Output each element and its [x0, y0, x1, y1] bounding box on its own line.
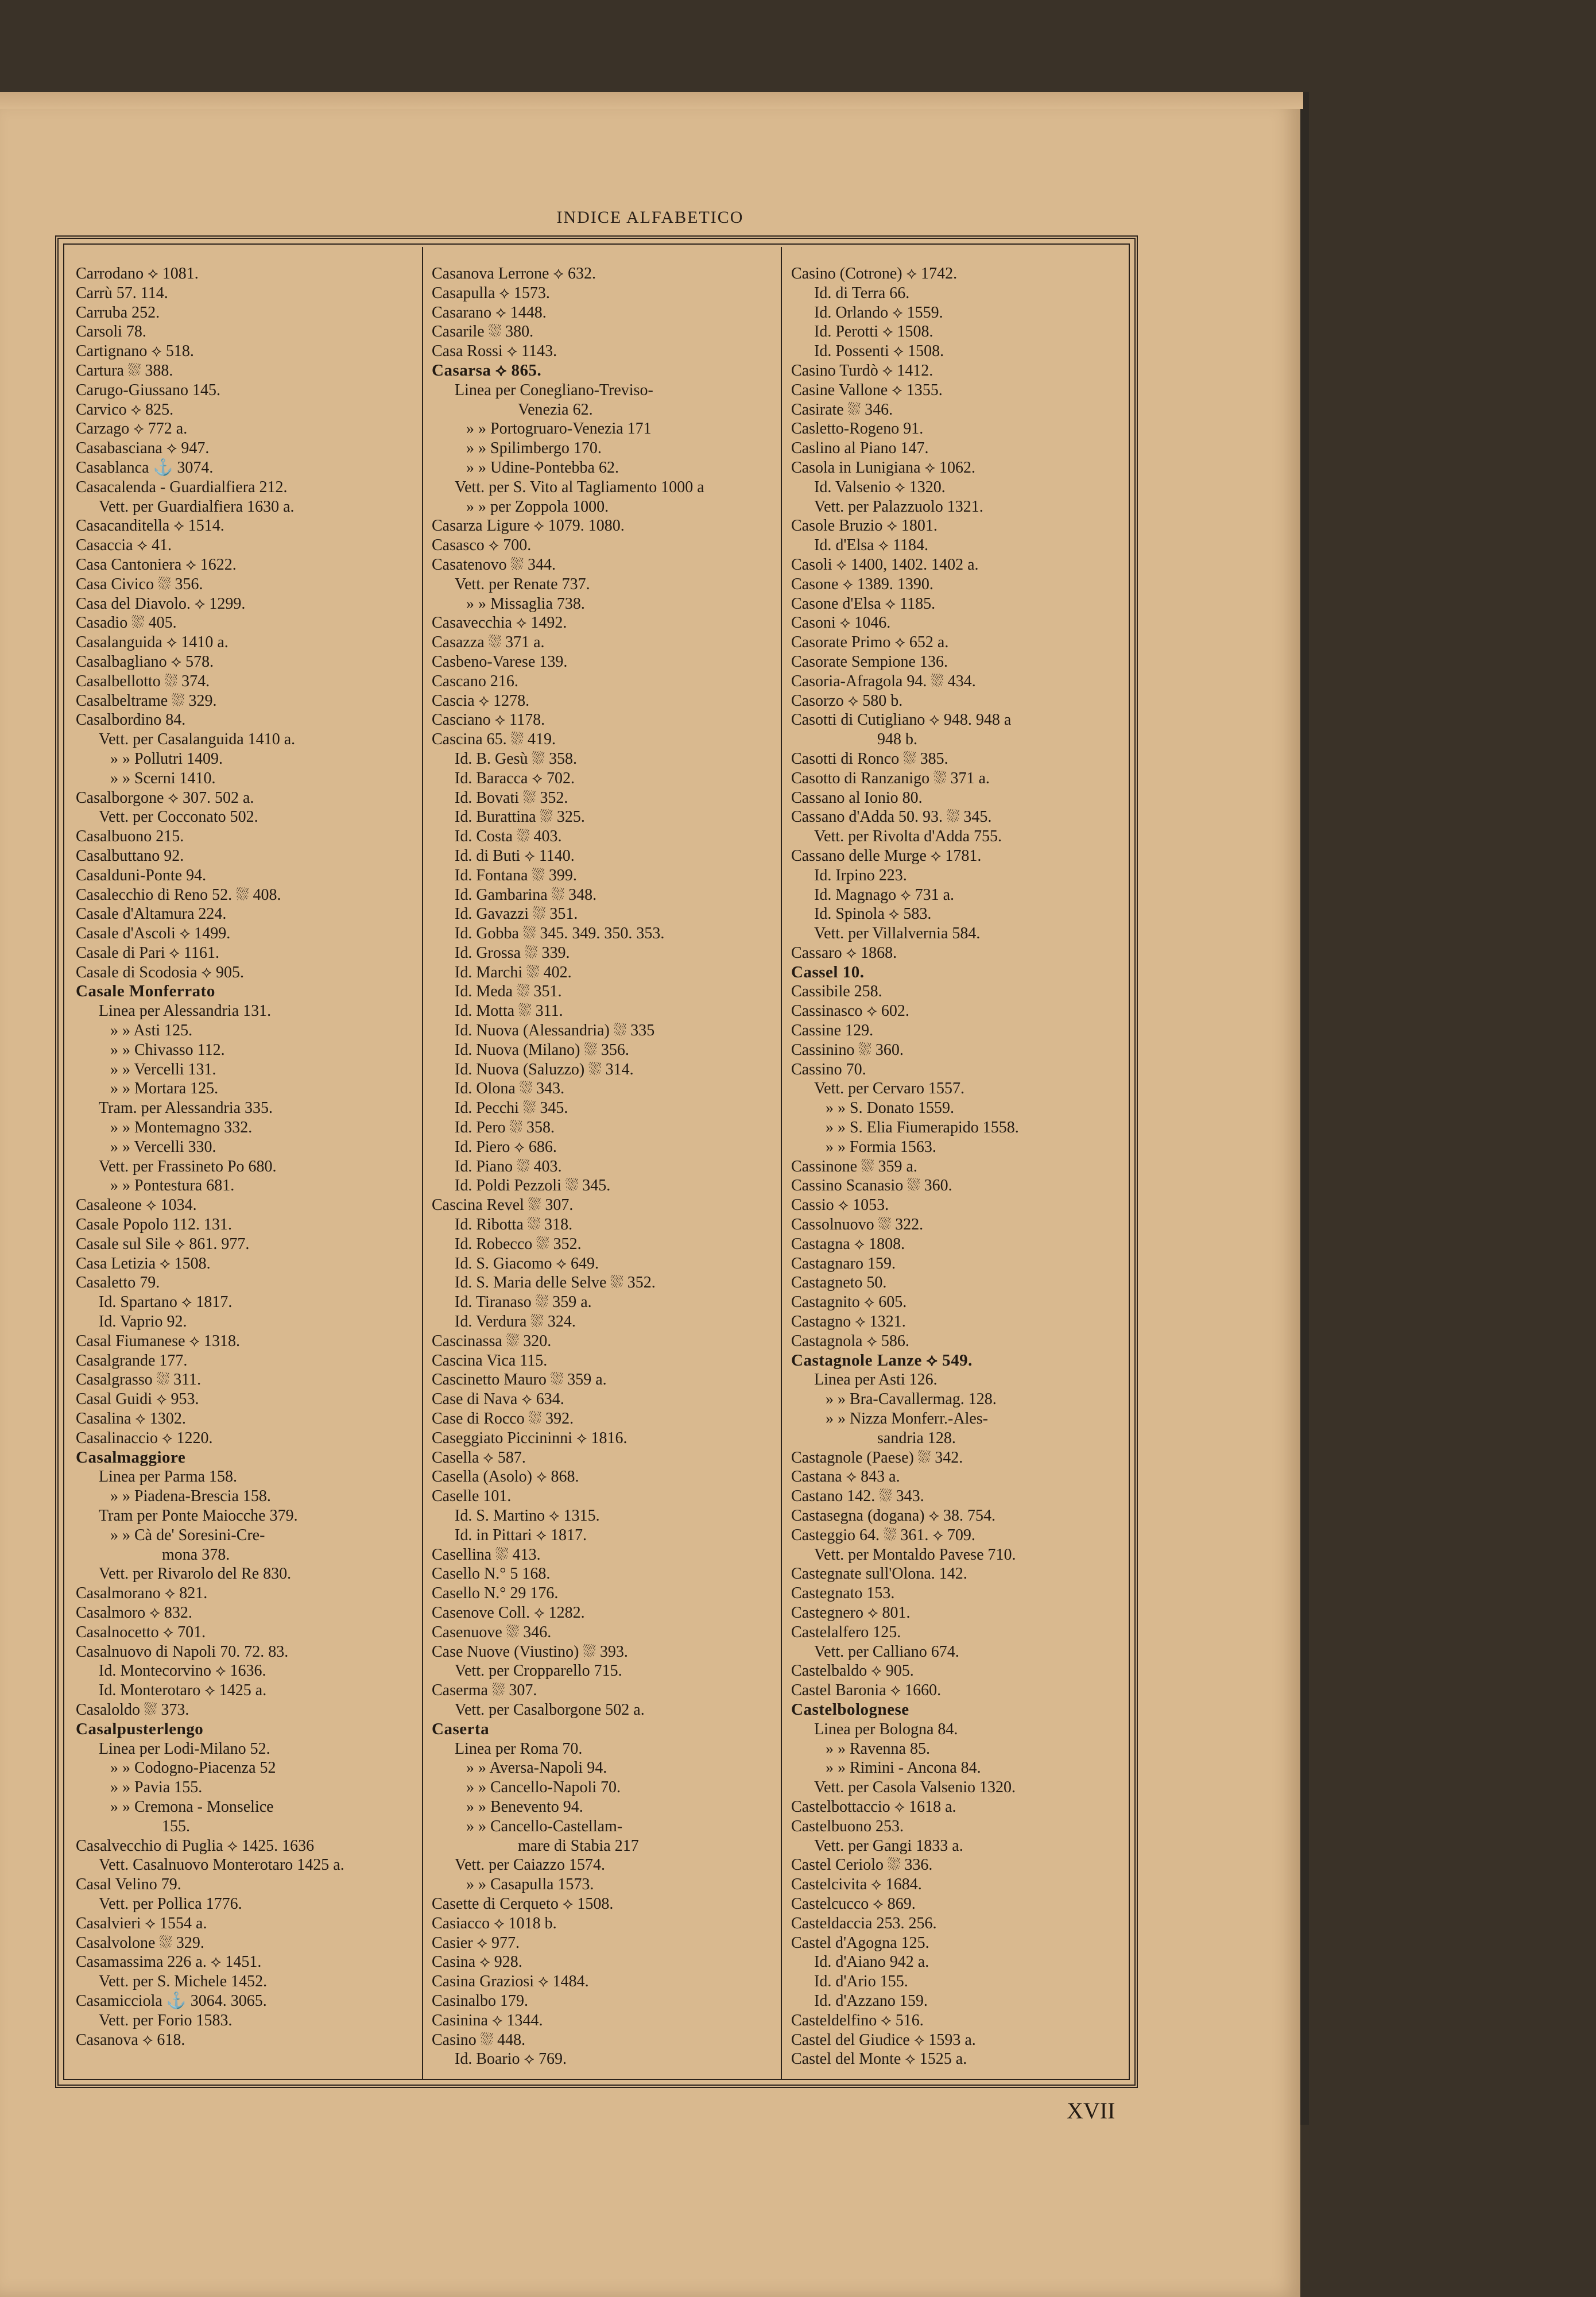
index-entry: Cassano delle Murge ⟡ 1781. — [791, 846, 982, 865]
index-entry: » » Scerni 1410. — [110, 769, 216, 787]
index-entry: sandria 128. — [877, 1429, 956, 1447]
index-entry: Casaleone ⟡ 1034. — [76, 1196, 197, 1215]
index-entry: Casotto di Ranzanigo ⛆ 371 a. — [791, 769, 990, 787]
index-entry: Cassino Scanasio ⛆ 360. — [791, 1177, 952, 1195]
index-entry: Casotti di Ronco ⛆ 385. — [791, 749, 948, 768]
index-entry: Id. Nuova (Saluzzo) ⛆ 314. — [455, 1060, 634, 1078]
index-entry: Vett. per Cervaro 1557. — [814, 1080, 965, 1098]
page-number: XVII — [1067, 2098, 1115, 2124]
index-entry: Case di Rocco ⛆ 392. — [432, 1410, 574, 1428]
index-entry: Vett. per Calliano 674. — [814, 1642, 959, 1661]
index-entry: Linea per Asti 126. — [814, 1371, 938, 1389]
index-entry: Casole Bruzio ⟡ 1801. — [791, 517, 938, 535]
index-entry: Id. d'Ario 155. — [814, 1973, 908, 1991]
index-entry: Case di Nava ⟡ 634. — [432, 1390, 564, 1409]
index-entry: Id. Spartano ⟡ 1817. — [99, 1293, 233, 1312]
index-entry: » » Vercelli 131. — [110, 1060, 216, 1078]
index-entry: Casarano ⟡ 1448. — [432, 303, 547, 322]
index-entry: Cascina 65. ⛆ 419. — [432, 730, 556, 749]
index-entry: » » S. Elia Fiumerapido 1558. — [826, 1119, 1019, 1137]
index-entry: Castagna ⟡ 1808. — [791, 1235, 905, 1253]
index-entry: Casalbagliano ⟡ 578. — [76, 652, 214, 671]
index-entry: Casa Letizia ⟡ 1508. — [76, 1254, 211, 1273]
index-entry: Castegnato 153. — [791, 1584, 895, 1603]
index-entry: Casalgrande 177. — [76, 1351, 188, 1370]
index-entry: Casarza Ligure ⟡ 1079. 1080. — [432, 517, 625, 535]
index-entry: Id. Grossa ⛆ 339. — [455, 943, 570, 962]
index-entry: Castana ⟡ 843 a. — [791, 1468, 900, 1486]
index-entry: 948 b. — [877, 730, 917, 749]
index-entry: » » Rimini - Ancona 84. — [826, 1759, 981, 1777]
index-entry: Casella ⟡ 587. — [432, 1448, 526, 1467]
index-entry: Vett. per S. Vito al Tagliamento 1000 a — [455, 478, 704, 496]
index-entry: Casalbeltrame ⛆ 329. — [76, 691, 217, 710]
index-entry: » » Bra-Cavallermag. 128. — [826, 1390, 997, 1409]
index-entry: » » Vercelli 330. — [110, 1138, 216, 1156]
index-entry: » » Pavia 155. — [110, 1778, 203, 1797]
index-entry: Casapulla ⟡ 1573. — [432, 284, 550, 302]
index-entry: Id. S. Giacomo ⟡ 649. — [455, 1254, 599, 1273]
index-entry: Id. Orlando ⟡ 1559. — [814, 303, 943, 322]
index-entry: Id. S. Martino ⟡ 1315. — [455, 1507, 600, 1525]
index-entry: Vett. per Montaldo Pavese 710. — [814, 1545, 1016, 1564]
index-entry: Casaccia ⟡ 41. — [76, 536, 172, 555]
index-entry: Vett. per Casalborgone 502 a. — [455, 1700, 645, 1719]
index-entry: Id. Fontana ⛆ 399. — [455, 866, 577, 884]
index-entry: Casalanguida ⟡ 1410 a. — [76, 633, 228, 652]
index-entry: Vett. Casalnuovo Monterotaro 1425 a. — [99, 1856, 344, 1874]
index-entry: Casa Cantoniera ⟡ 1622. — [76, 555, 237, 574]
index-entry: Casalecchio di Reno 52. ⛆ 408. — [76, 885, 281, 904]
index-entry: Casirate ⛆ 346. — [791, 400, 893, 419]
index-entry: Cascina Vica 115. — [432, 1351, 548, 1370]
index-entry: Casale sul Sile ⟡ 861. 977. — [76, 1235, 250, 1253]
index-entry: Caserma ⛆ 307. — [432, 1681, 537, 1700]
index-entry: Vett. per Pollica 1776. — [99, 1894, 242, 1913]
index-entry: » » Ravenna 85. — [826, 1739, 930, 1758]
index-entry: Casalborgone ⟡ 307. 502 a. — [76, 788, 254, 807]
index-entry: Casalgrasso ⛆ 311. — [76, 1371, 202, 1389]
index-entry: Vett. per Forio 1583. — [99, 2011, 233, 2029]
index-entry: Id. Valsenio ⟡ 1320. — [814, 478, 946, 496]
index-entry: Casorzo ⟡ 580 b. — [791, 691, 903, 710]
index-entry: Casalnocetto ⟡ 701. — [76, 1623, 206, 1641]
index-entry: Casarile ⛆ 380. — [432, 323, 534, 341]
index-entry: Casorate Sempione 136. — [791, 652, 948, 671]
index-entry: Carugo-Giussano 145. — [76, 381, 220, 399]
index-entry: Casalvieri ⟡ 1554 a. — [76, 1914, 207, 1932]
index-entry: Id. Piero ⟡ 686. — [455, 1138, 557, 1156]
index-entry: Casale di Pari ⟡ 1161. — [76, 943, 219, 962]
index-entry: Casal Velino 79. — [76, 1876, 181, 1894]
index-entry: Cascinassa ⛆ 320. — [432, 1332, 552, 1350]
index-entry: Casalbellotto ⛆ 374. — [76, 672, 210, 690]
running-header: INDICE ALFABETICO — [556, 208, 744, 227]
index-entry: Castelbolognese — [791, 1700, 909, 1719]
index-entry: Casale d'Ascoli ⟡ 1499. — [76, 925, 231, 943]
index-entry: Caseggiato Piccininni ⟡ 1816. — [432, 1429, 627, 1447]
index-entry: Casablanca ⚓ 3074. — [76, 458, 214, 477]
index-entry: Carzago ⟡ 772 a. — [76, 420, 188, 438]
index-entry: » » Montemagno 332. — [110, 1119, 253, 1137]
index-entry: Id. Nuova (Alessandria) ⛆ 335 — [455, 1022, 655, 1040]
index-entry: Vett. per S. Michele 1452. — [99, 1973, 268, 1991]
index-entry: Casciano ⟡ 1178. — [432, 711, 545, 729]
index-entry: Casalbordino 84. — [76, 711, 186, 729]
index-entry: Casavecchia ⟡ 1492. — [432, 614, 567, 632]
index-entry: Castagno ⟡ 1321. — [791, 1313, 906, 1331]
index-entry: Casalmorano ⟡ 821. — [76, 1584, 208, 1603]
index-entry: Id. di Buti ⟡ 1140. — [455, 846, 575, 865]
index-entry: Castagneto 50. — [791, 1274, 887, 1292]
index-entry: Castegnero ⟡ 801. — [791, 1603, 911, 1622]
index-entry: Castel Baronia ⟡ 1660. — [791, 1681, 942, 1700]
index-entry: Cassino 70. — [791, 1060, 866, 1078]
index-entry: Tram per Ponte Maiocche 379. — [99, 1507, 298, 1525]
index-entry: Castel del Monte ⟡ 1525 a. — [791, 2050, 967, 2068]
index-entry: Casier ⟡ 977. — [432, 1933, 520, 1952]
index-entry: Casal Fiumanese ⟡ 1318. — [76, 1332, 241, 1350]
index-entry: Linea per Bologna 84. — [814, 1720, 958, 1738]
index-entry: Casoria-Afragola 94. ⛆ 434. — [791, 672, 976, 690]
index-entry: » » Pollutri 1409. — [110, 749, 223, 768]
index-column-1 — [76, 264, 420, 2049]
index-entry: Casino Turdò ⟡ 1412. — [791, 361, 933, 380]
index-entry: » » Udine-Pontebba 62. — [466, 458, 619, 477]
index-entry: Casacanditella ⟡ 1514. — [76, 517, 224, 535]
index-entry: Vett. per Villalvernia 584. — [814, 925, 981, 943]
index-entry: » » Cancello-Castellam- — [466, 1817, 623, 1835]
index-entry: Id. Burattina ⛆ 325. — [455, 808, 585, 826]
index-entry: Id. Robecco ⛆ 352. — [455, 1235, 582, 1253]
column-separator — [781, 247, 782, 2079]
index-entry: Casello N.° 5 168. — [432, 1565, 551, 1583]
index-entry: Casoni ⟡ 1046. — [791, 614, 891, 632]
index-entry: Id. Verdura ⛆ 324. — [455, 1313, 576, 1331]
index-entry: Vett. per Palazzuolo 1321. — [814, 497, 983, 516]
index-entry: Case Nuove (Viustino) ⛆ 393. — [432, 1642, 628, 1661]
index-entry: Casale di Scodosia ⟡ 905. — [76, 963, 245, 981]
index-entry: Vett. per Cocconato 502. — [99, 808, 258, 826]
index-entry: Casale Monferrato — [76, 982, 215, 1001]
index-entry: Carrù 57. 114. — [76, 284, 168, 302]
index-entry: Casabasciana ⟡ 947. — [76, 439, 210, 458]
index-entry: Cascinetto Mauro ⛆ 359 a. — [432, 1371, 607, 1389]
index-entry: Casoli ⟡ 1400, 1402. 1402 a. — [791, 555, 979, 574]
index-entry: Casalvecchio di Puglia ⟡ 1425. 1636 — [76, 1836, 315, 1855]
index-entry: Casalbuttano 92. — [76, 846, 184, 865]
index-entry: Vett. per Rivarolo del Re 830. — [99, 1565, 292, 1583]
index-entry: Casino ⛆ 448. — [432, 2031, 526, 2049]
index-entry: Linea per Alessandria 131. — [99, 1002, 272, 1020]
index-entry: Carruba 252. — [76, 303, 160, 322]
index-entry: Id. Irpino 223. — [814, 866, 907, 884]
index-entry: Linea per Roma 70. — [455, 1739, 583, 1758]
index-entry: Casamassima 226 a. ⟡ 1451. — [76, 1953, 262, 1971]
index-entry: Vett. per Frassineto Po 680. — [99, 1157, 277, 1175]
index-entry: Cassine 129. — [791, 1022, 874, 1040]
index-entry: » » Missaglia 738. — [466, 594, 585, 613]
index-entry: Casal Guidi ⟡ 953. — [76, 1390, 199, 1409]
index-entry: Vett. per Renate 737. — [455, 575, 590, 593]
index-entry: Cartura ⛆ 388. — [76, 361, 173, 380]
index-entry: Casalbuono 215. — [76, 827, 184, 846]
index-entry: Cassano al Ionio 80. — [791, 788, 923, 807]
index-entry: Cassel 10. — [791, 962, 865, 981]
index-entry: Caslino al Piano 147. — [791, 439, 929, 458]
index-entry: Castelbaldo ⟡ 905. — [791, 1662, 914, 1680]
index-entry: Id. Boario ⟡ 769. — [455, 2050, 567, 2068]
index-entry: Casbeno-Varese 139. — [432, 652, 568, 671]
index-entry: Casarsa ⟡ 865. — [432, 361, 542, 380]
index-entry: Carvico ⟡ 825. — [76, 400, 174, 419]
index-entry: Casaloldo ⛆ 373. — [76, 1700, 189, 1719]
index-entry: » » Portogruaro-Venezia 171 — [466, 420, 652, 438]
index-entry: Casalnuovo di Napoli 70. 72. 83. — [76, 1642, 289, 1661]
index-entry: Casa Rossi ⟡ 1143. — [432, 342, 557, 361]
index-entry: Id. d'Elsa ⟡ 1184. — [814, 536, 929, 555]
index-entry: Casteggio 64. ⛆ 361. ⟡ 709. — [791, 1526, 975, 1544]
index-entry: » » Cancello-Napoli 70. — [466, 1778, 621, 1797]
index-entry: Id. Piano ⛆ 403. — [455, 1157, 562, 1175]
index-entry: Casanova ⟡ 618. — [76, 2031, 185, 2049]
index-entry: Vett. per Rivolta d'Adda 755. — [814, 827, 1002, 846]
index-entry: Casasco ⟡ 700. — [432, 536, 532, 555]
index-entry: Id. Gambarina ⛆ 348. — [455, 885, 597, 904]
index-entry: Id. Monterotaro ⟡ 1425 a. — [99, 1681, 267, 1700]
index-entry: Castelcivita ⟡ 1684. — [791, 1876, 922, 1894]
index-entry: Vett. per Gangi 1833 a. — [814, 1836, 963, 1855]
index-entry: Vett. per Cropparello 715. — [455, 1662, 622, 1680]
index-entry: Id. Nuova (Milano) ⛆ 356. — [455, 1041, 629, 1059]
index-entry: Castagnole Lanze ⟡ 549. — [791, 1351, 973, 1370]
index-entry: Cassibile 258. — [791, 983, 882, 1001]
index-entry: Casaletto 79. — [76, 1274, 160, 1292]
index-entry: Vett. per Caiazzo 1574. — [455, 1856, 606, 1874]
index-entry: Id. Spinola ⟡ 583. — [814, 905, 932, 923]
index-entry: » » Mortara 125. — [110, 1080, 219, 1098]
index-entry: Castagnola ⟡ 586. — [791, 1332, 909, 1350]
index-entry: Vett. per Casalanguida 1410 a. — [99, 730, 296, 749]
index-entry: Casazza ⛆ 371 a. — [432, 633, 545, 652]
index-entry: Id. Montecorvino ⟡ 1636. — [99, 1662, 266, 1680]
index-column-3 — [791, 264, 1130, 2069]
index-entry: Id. B. Gesù ⛆ 358. — [455, 749, 577, 768]
index-entry: » » Codogno-Piacenza 52 — [110, 1759, 276, 1777]
index-entry: Casina Graziosi ⟡ 1484. — [432, 1973, 589, 1991]
index-entry: Casiacco ⟡ 1018 b. — [432, 1914, 557, 1932]
index-entry: Casenuove ⛆ 346. — [432, 1623, 552, 1641]
index-entry: Casanova Lerrone ⟡ 632. — [432, 265, 596, 283]
index-entry: Castelalfero 125. — [791, 1623, 901, 1641]
index-entry: Id. Bovati ⛆ 352. — [455, 788, 568, 807]
index-entry: Casinina ⟡ 1344. — [432, 2011, 543, 2029]
index-entry: Id. Motta ⛆ 311. — [455, 1002, 563, 1020]
index-entry: » » Formia 1563. — [826, 1138, 936, 1156]
index-column-2 — [432, 264, 765, 2069]
index-entry: » » per Zoppola 1000. — [466, 497, 609, 516]
index-entry: Id. Gavazzi ⛆ 351. — [455, 905, 578, 923]
index-entry: Casina ⟡ 928. — [432, 1953, 522, 1971]
index-entry: mona 378. — [162, 1545, 230, 1564]
index-entry: Caselle 101. — [432, 1487, 512, 1506]
index-entry: Id. Olona ⛆ 343. — [455, 1080, 565, 1098]
index-entry: Casletto-Rogeno 91. — [791, 420, 924, 438]
index-entry: Id. Magnago ⟡ 731 a. — [814, 885, 955, 904]
index-entry: Casa del Diavolo. ⟡ 1299. — [76, 594, 246, 613]
index-entry: Id. Perotti ⟡ 1508. — [814, 323, 933, 341]
index-entry: Castagnito ⟡ 605. — [791, 1293, 907, 1312]
index-entry: Linea per Lodi-Milano 52. — [99, 1739, 270, 1758]
index-entry: Casadio ⛆ 405. — [76, 614, 177, 632]
index-entry: Casalpusterlengo — [76, 1719, 204, 1738]
index-entry: Castel del Giudice ⟡ 1593 a. — [791, 2031, 976, 2049]
index-entry: Cassolnuovo ⛆ 322. — [791, 1216, 924, 1234]
index-entry: Casone ⟡ 1389. 1390. — [791, 575, 933, 593]
index-entry: Casatenovo ⛆ 344. — [432, 555, 556, 574]
index-entry: » » Chivasso 112. — [110, 1041, 225, 1059]
index-entry: Id. Marchi ⛆ 402. — [455, 963, 572, 981]
index-entry: Id. Poldi Pezzoli ⛆ 345. — [455, 1177, 611, 1195]
index-entry: Cassaro ⟡ 1868. — [791, 943, 897, 962]
index-entry: Vett. per Guardialfiera 1630 a. — [99, 497, 295, 516]
column-separator — [422, 247, 423, 2079]
index-entry: Casine Vallone ⟡ 1355. — [791, 381, 943, 399]
index-entry: Cartignano ⟡ 518. — [76, 342, 194, 361]
index-entry: Casotti di Cutigliano ⟡ 948. 948 a — [791, 711, 1012, 729]
index-entry: Id. di Terra 66. — [814, 284, 910, 302]
index-entry: Id. Ribotta ⛆ 318. — [455, 1216, 573, 1234]
index-entry: Caserta — [432, 1719, 490, 1738]
index-entry: Casalmaggiore — [76, 1448, 186, 1467]
index-entry: » » Nizza Monferr.-Ales- — [826, 1410, 989, 1428]
index-entry: Castasegna (dogana) ⟡ 38. 754. — [791, 1507, 995, 1525]
index-entry: Linea per Parma 158. — [99, 1468, 238, 1486]
index-entry: Castelcucco ⟡ 869. — [791, 1894, 916, 1913]
index-entry: Id. Meda ⛆ 351. — [455, 983, 562, 1001]
index-entry: Id. Costa ⛆ 403. — [455, 827, 562, 846]
index-entry: Id. Baracca ⟡ 702. — [455, 769, 575, 787]
index-entry: Casorate Primo ⟡ 652 a. — [791, 633, 949, 652]
index-entry: Castagnaro 159. — [791, 1254, 896, 1273]
index-entry: Id. Gobba ⛆ 345. 349. 350. 353. — [455, 925, 665, 943]
index-entry: Casette di Cerqueto ⟡ 1508. — [432, 1894, 614, 1913]
index-entry: » » Pontestura 681. — [110, 1177, 235, 1195]
index-entry: » » Cremona - Monselice — [110, 1797, 274, 1816]
index-entry: Linea per Conegliano-Treviso- — [455, 381, 653, 399]
index-entry: Id. Possenti ⟡ 1508. — [814, 342, 944, 361]
index-entry: Cassano d'Adda 50. 93. ⛆ 345. — [791, 808, 992, 826]
index-entry: Vett. per Casola Valsenio 1320. — [814, 1778, 1016, 1797]
index-entry: Cassinino ⛆ 360. — [791, 1041, 904, 1059]
index-entry: Id. Pero ⛆ 358. — [455, 1119, 555, 1137]
index-entry: Cassinone ⛆ 359 a. — [791, 1157, 917, 1175]
index-entry: Casellina ⛆ 413. — [432, 1545, 541, 1564]
index-entry: Cascina Revel ⛆ 307. — [432, 1196, 574, 1215]
index-entry: Casa Civico ⛆ 356. — [76, 575, 203, 593]
index-entry: Venezia 62. — [518, 400, 593, 419]
index-entry: Castel d'Agogna 125. — [791, 1933, 929, 1952]
index-entry: » » Aversa-Napoli 94. — [466, 1759, 607, 1777]
index-entry: Casenove Coll. ⟡ 1282. — [432, 1603, 585, 1622]
index-entry: Castel Ceriolo ⛆ 336. — [791, 1856, 933, 1874]
index-entry: Castelbuono 253. — [791, 1817, 904, 1835]
index-entry: Cascano 216. — [432, 672, 518, 690]
index-entry: » » Asti 125. — [110, 1022, 193, 1040]
index-entry: Casalinaccio ⟡ 1220. — [76, 1429, 213, 1447]
index-entry: » » Cà de' Soresini-Cre- — [110, 1526, 265, 1544]
index-entry: Casalina ⟡ 1302. — [76, 1410, 186, 1428]
index-entry: Casteldaccia 253. 256. — [791, 1914, 937, 1932]
index-entry: » » Casapulla 1573. — [466, 1876, 594, 1894]
index-entry: Castelbottaccio ⟡ 1618 a. — [791, 1797, 956, 1816]
index-entry: » » Benevento 94. — [466, 1797, 583, 1816]
index-entry: Casale Popolo 112. 131. — [76, 1216, 232, 1234]
index-entry: Castagnole (Paese) ⛆ 342. — [791, 1448, 963, 1467]
index-entry: Id. Tiranaso ⛆ 359 a. — [455, 1293, 592, 1312]
index-entry: Castegnate sull'Olona. 142. — [791, 1565, 967, 1583]
index-entry: » » S. Donato 1559. — [826, 1099, 954, 1117]
index-entry: Casello N.° 29 176. — [432, 1584, 559, 1603]
index-entry: mare di Stabia 217 — [518, 1836, 639, 1855]
index-entry: Cascia ⟡ 1278. — [432, 691, 530, 710]
index-entry: Carrodano ⟡ 1081. — [76, 265, 199, 283]
index-entry: Casacalenda - Guardialfiera 212. — [76, 478, 288, 496]
index-entry: Casino (Cotrone) ⟡ 1742. — [791, 265, 958, 283]
index-entry: Casalmoro ⟡ 832. — [76, 1603, 192, 1622]
index-entry: Casola in Lunigiana ⟡ 1062. — [791, 458, 976, 477]
index-entry: Castano 142. ⛆ 343. — [791, 1487, 924, 1506]
index-entry: 155. — [162, 1817, 190, 1835]
index-entry: Id. d'Azzano 159. — [814, 1991, 928, 2010]
index-entry: Casone d'Elsa ⟡ 1185. — [791, 594, 936, 613]
index-entry: Id. Pecchi ⛆ 345. — [455, 1099, 568, 1117]
index-entry: Casamicciola ⚓ 3064. 3065. — [76, 1991, 267, 2010]
index-entry: Carsoli 78. — [76, 323, 146, 341]
index-entry: Cassinasco ⟡ 602. — [791, 1002, 909, 1020]
index-entry: » » Spilimbergo 170. — [466, 439, 602, 458]
index-entry: Casinalbo 179. — [432, 1991, 528, 2010]
index-entry: Id. Vaprio 92. — [99, 1313, 187, 1331]
index-entry: Tram. per Alessandria 335. — [99, 1099, 273, 1117]
index-entry: Id. in Pittari ⟡ 1817. — [455, 1526, 587, 1544]
index-entry: » » Piadena-Brescia 158. — [110, 1487, 271, 1506]
index-entry: Casalvolone ⛆ 329. — [76, 1933, 204, 1952]
index-entry: Id. S. Maria delle Selve ⛆ 352. — [455, 1274, 656, 1292]
index-entry: Casale d'Altamura 224. — [76, 905, 227, 923]
index-entry: Cassio ⟡ 1053. — [791, 1196, 889, 1215]
index-entry: Casteldelfino ⟡ 516. — [791, 2011, 924, 2029]
index-entry: Casella (Asolo) ⟡ 868. — [432, 1468, 579, 1486]
index-entry: Casalduni-Ponte 94. — [76, 866, 207, 884]
index-entry: Id. d'Aiano 942 a. — [814, 1953, 929, 1971]
page-edge — [0, 92, 1303, 109]
